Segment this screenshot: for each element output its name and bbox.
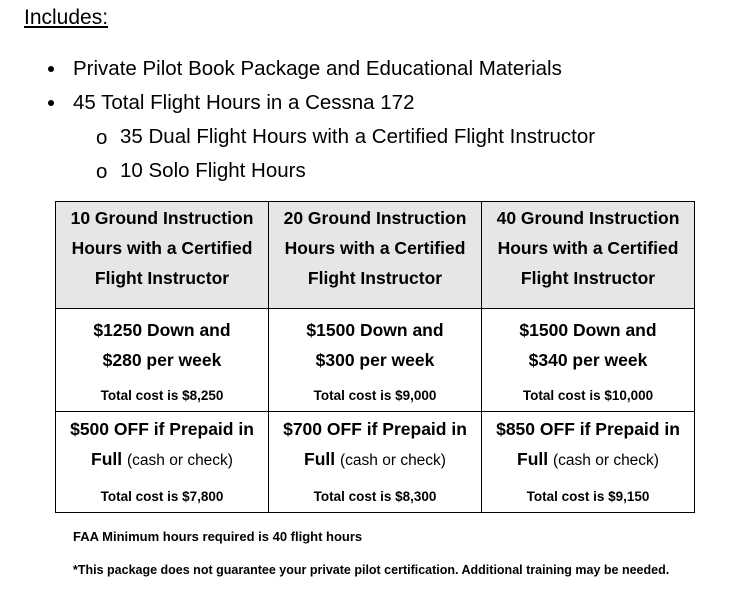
plan-prepaid-cell bbox=[482, 412, 695, 513]
plan-weekly-cell bbox=[269, 309, 482, 412]
header-line: 40 Ground Instruction bbox=[496, 208, 680, 228]
full-label: Full bbox=[91, 449, 123, 469]
circle-bullet-icon: o bbox=[96, 160, 108, 183]
header-line: 20 Ground Instruction bbox=[283, 208, 467, 228]
prepaid-total-cost: Total cost is $7,800 bbox=[100, 489, 224, 504]
full-payment-line bbox=[269, 444, 481, 476]
prepaid-total-cost: Total cost is $9,150 bbox=[526, 489, 650, 504]
down-payment: $1500 Down and bbox=[306, 320, 444, 340]
full-payment-line bbox=[56, 444, 268, 476]
circle-bullet-icon: o bbox=[96, 126, 108, 149]
bullet-icon bbox=[48, 100, 54, 106]
down-payment: $1250 Down and bbox=[93, 320, 231, 340]
header-line: Hours with a Certified bbox=[284, 238, 466, 258]
full-payment-line bbox=[482, 444, 694, 476]
payment-method-note: (cash or check) bbox=[127, 452, 233, 469]
table-header-row bbox=[56, 202, 695, 309]
payment-method-note: (cash or check) bbox=[553, 452, 659, 469]
pricing-table bbox=[55, 201, 695, 513]
list-item-text: Private Pilot Book Package and Educational Materials bbox=[73, 57, 562, 80]
plan-prepaid-cell bbox=[269, 412, 482, 513]
plan-weekly-cell bbox=[56, 309, 269, 412]
list-item-text: 45 Total Flight Hours in a Cessna 172 bbox=[73, 91, 415, 114]
total-cost: Total cost is $9,000 bbox=[313, 388, 437, 403]
table-row-weekly bbox=[56, 309, 695, 412]
plan-header-40 bbox=[482, 202, 695, 309]
disclaimer-note: *This package does not guarantee your private pilot certification. Additional training may be needed. bbox=[73, 563, 670, 577]
full-label: Full bbox=[304, 449, 336, 469]
down-payment: $1500 Down and bbox=[519, 320, 657, 340]
weekly-payment: $340 per week bbox=[528, 350, 648, 370]
total-cost: Total cost is $8,250 bbox=[100, 388, 224, 403]
payment-method-note: (cash or check) bbox=[340, 452, 446, 469]
includes-heading: Includes: bbox=[24, 6, 109, 29]
sub-list-item-text: 35 Dual Flight Hours with a Certified Flight Instructor bbox=[120, 125, 596, 148]
header-line: Hours with a Certified bbox=[71, 238, 253, 258]
bullet-icon bbox=[48, 66, 54, 72]
total-cost: Total cost is $10,000 bbox=[522, 388, 654, 403]
weekly-payment: $280 per week bbox=[102, 350, 222, 370]
weekly-payment: $300 per week bbox=[315, 350, 435, 370]
plan-header-10 bbox=[56, 202, 269, 309]
plan-weekly-cell bbox=[482, 309, 695, 412]
prepaid-discount: $700 OFF if Prepaid in bbox=[283, 419, 467, 439]
header-line: Hours with a Certified bbox=[497, 238, 679, 258]
plan-header-20 bbox=[269, 202, 482, 309]
prepaid-discount: $850 OFF if Prepaid in bbox=[496, 419, 680, 439]
plan-prepaid-cell bbox=[56, 412, 269, 513]
faa-footnote: FAA Minimum hours required is 40 flight hours bbox=[73, 529, 363, 544]
header-line: Flight Instructor bbox=[520, 268, 656, 288]
prepaid-discount: $500 OFF if Prepaid in bbox=[70, 419, 254, 439]
table-row-prepaid bbox=[56, 412, 695, 513]
header-line: 10 Ground Instruction bbox=[70, 208, 254, 228]
prepaid-total-cost: Total cost is $8,300 bbox=[313, 489, 437, 504]
header-line: Flight Instructor bbox=[94, 268, 230, 288]
full-label: Full bbox=[517, 449, 549, 469]
header-line: Flight Instructor bbox=[307, 268, 443, 288]
sub-list-item-text: 10 Solo Flight Hours bbox=[120, 159, 306, 182]
